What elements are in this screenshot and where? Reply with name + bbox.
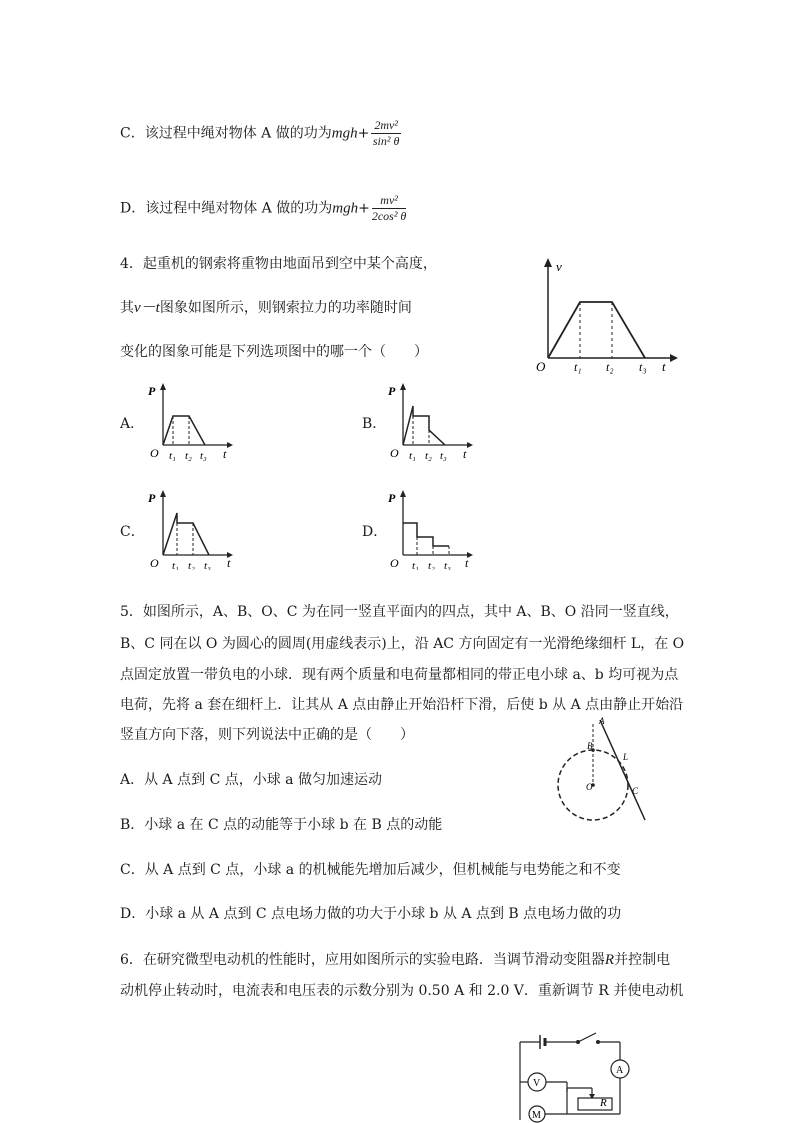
svg-text:t₁: t₁ — [412, 560, 419, 570]
svg-text:t₃: t₃ — [204, 560, 211, 570]
q6-line-1-post: 并控制电 — [614, 952, 671, 968]
q4-option-a-graph — [145, 378, 240, 463]
vt-curve — [548, 302, 645, 358]
q3-option-c — [120, 118, 401, 149]
q3-option-d — [120, 193, 406, 224]
svg-text:t₂: t₂ — [428, 560, 435, 570]
svg-text:t: t — [223, 447, 227, 461]
svg-text:t₁: t₁ — [409, 450, 416, 462]
q5-option-c: C．从 A 点到 C 点，小球 a 的机械能先增加后减少，但机械能与电势能之和不变 — [120, 862, 621, 878]
svg-text:O: O — [390, 556, 399, 570]
q4-option-c-label: C． — [120, 524, 145, 540]
q5-option-a: A．从 A 点到 C 点，小球 a 做匀加速运动 — [120, 772, 382, 788]
svg-text:t₃: t₃ — [444, 560, 451, 570]
fraction-numerator: 2mv² — [371, 118, 401, 134]
power-curve-c — [163, 513, 209, 555]
vt-y-arrow — [544, 258, 552, 267]
q3-option-c-text: C．该过程中绳对物体 A 做的功为 — [120, 125, 332, 142]
q5-line-2: B、C 同在以 O 为圆心的圆周(用虚线表示)上，沿 AC 方向固定有一光滑绝缘细杆 L，在 O — [120, 636, 685, 652]
q5-line-4: 电荷，先将 a 套在细杆上．让其从 A 点由静止开始沿杆下滑，后使 b 从 A 点由静止开始沿 — [120, 697, 684, 713]
q6-circuit-diagram — [512, 1030, 637, 1123]
svg-text:P: P — [148, 491, 156, 505]
point-a-label: A — [599, 716, 605, 726]
q4-option-d-graph — [385, 485, 480, 570]
vt-y-label: v — [556, 259, 562, 274]
svg-text:P: P — [388, 491, 396, 505]
vt-x-arrow — [670, 354, 678, 362]
q5-option-d: D．小球 a 从 A 点到 C 点电场力做的功大于小球 b 从 A 点到 B 点电场力做的功 — [120, 906, 622, 922]
svg-text:O: O — [150, 446, 159, 460]
svg-text:O: O — [150, 556, 159, 570]
q4-vt-symbol: v－t — [134, 300, 160, 316]
vt-origin-label: O — [536, 359, 546, 374]
point-o-label: O — [586, 782, 593, 792]
svg-text:t₃: t₃ — [200, 450, 207, 462]
svg-text:P: P — [388, 384, 396, 398]
q3-option-d-mgh: mgh — [332, 200, 359, 217]
q6-line-1-pre: 6．在研究微型电动机的性能时，应用如图所示的实验电路．当调节滑动变阻器 — [120, 952, 605, 968]
q4-line-2-post: 图象如图所示，则钢索拉力的功率随时间 — [159, 300, 412, 316]
q6-line-1 — [120, 950, 670, 970]
svg-text:t₁: t₁ — [169, 450, 176, 462]
motor-label: M — [532, 1110, 541, 1121]
svg-text:t₂: t₂ — [425, 450, 432, 462]
q4-option-b-label: B． — [362, 416, 387, 432]
svg-text:P: P — [148, 384, 156, 398]
fraction-denominator: sin² θ — [372, 134, 400, 148]
svg-text:O: O — [390, 446, 399, 460]
point-b-label: B — [587, 741, 593, 751]
q3-option-d-plus: + — [358, 200, 370, 217]
vt-t1-label: t₁ — [574, 360, 582, 374]
q4-line-3: 变化的图象可能是下列选项图中的哪一个（ ） — [120, 344, 428, 360]
rheostat-icon — [578, 1098, 612, 1110]
q3-option-d-fraction — [372, 193, 407, 224]
q4-vt-graph — [530, 255, 680, 375]
q4-option-a-label: A． — [120, 416, 145, 432]
svg-text:t₂: t₂ — [185, 450, 192, 462]
vt-t3-label: t₃ — [639, 360, 647, 374]
q4-option-d-label: D． — [362, 524, 388, 540]
q4-line-2-pre: 其 — [120, 300, 134, 316]
switch-icon — [578, 1033, 596, 1042]
voltmeter-label: V — [533, 1078, 541, 1089]
fraction-denominator: 2cos² θ — [371, 209, 407, 223]
svg-text:t: t — [463, 447, 467, 461]
q3-option-c-fraction — [371, 118, 401, 149]
svg-text:t: t — [227, 556, 231, 570]
power-curve-a — [163, 416, 205, 445]
vt-x-label: t — [662, 359, 666, 374]
q5-line-1: 5．如图所示，A、B、O、C 为在同一竖直平面内的四点，其中 A、B、O 沿同一竖直线， — [120, 604, 679, 620]
power-curve-d — [403, 523, 449, 546]
ammeter-label: A — [616, 1065, 624, 1076]
q6-line-2: 动机停止转动时，电流表和电压表的示数分别为 0.50 A 和 2.0 V．重新调节 R 并使电动机 — [120, 983, 684, 999]
q5-circle-figure — [555, 712, 655, 822]
q4-option-b-graph — [385, 378, 480, 463]
point-c-label: C — [632, 786, 639, 796]
svg-text:t: t — [465, 556, 469, 570]
q5-line-3: 点固定放置一带负电的小球．现有两个质量和电荷量都相同的带正电小球 a、b 均可视为点 — [120, 667, 679, 683]
q3-option-d-text: D．该过程中绳对物体 A 做的功为 — [120, 200, 333, 217]
svg-text:t₁: t₁ — [172, 560, 179, 570]
q4-line-1: 4．起重机的钢索将重物由地面吊到空中某个高度， — [120, 256, 437, 272]
q4-option-c-graph — [145, 485, 240, 570]
q3-option-c-mgh: mgh — [331, 125, 358, 142]
q5-option-b: B．小球 a 在 C 点的动能等于小球 b 在 B 点的动能 — [120, 817, 443, 833]
rheostat-label: R — [600, 1097, 607, 1109]
vt-t2-label: t₂ — [606, 360, 614, 374]
q6-r-symbol: R — [604, 952, 615, 968]
q3-option-c-plus: + — [357, 125, 370, 142]
svg-text:t₂: t₂ — [188, 560, 195, 570]
svg-text:t₃: t₃ — [440, 450, 447, 462]
rod-l-label: L — [623, 752, 629, 762]
q4-line-2 — [120, 298, 412, 318]
fraction-numerator: mv² — [372, 193, 407, 209]
q5-line-5: 竖直方向下落，则下列说法中正确的是（ ） — [120, 727, 414, 743]
power-curve-b — [403, 406, 445, 445]
